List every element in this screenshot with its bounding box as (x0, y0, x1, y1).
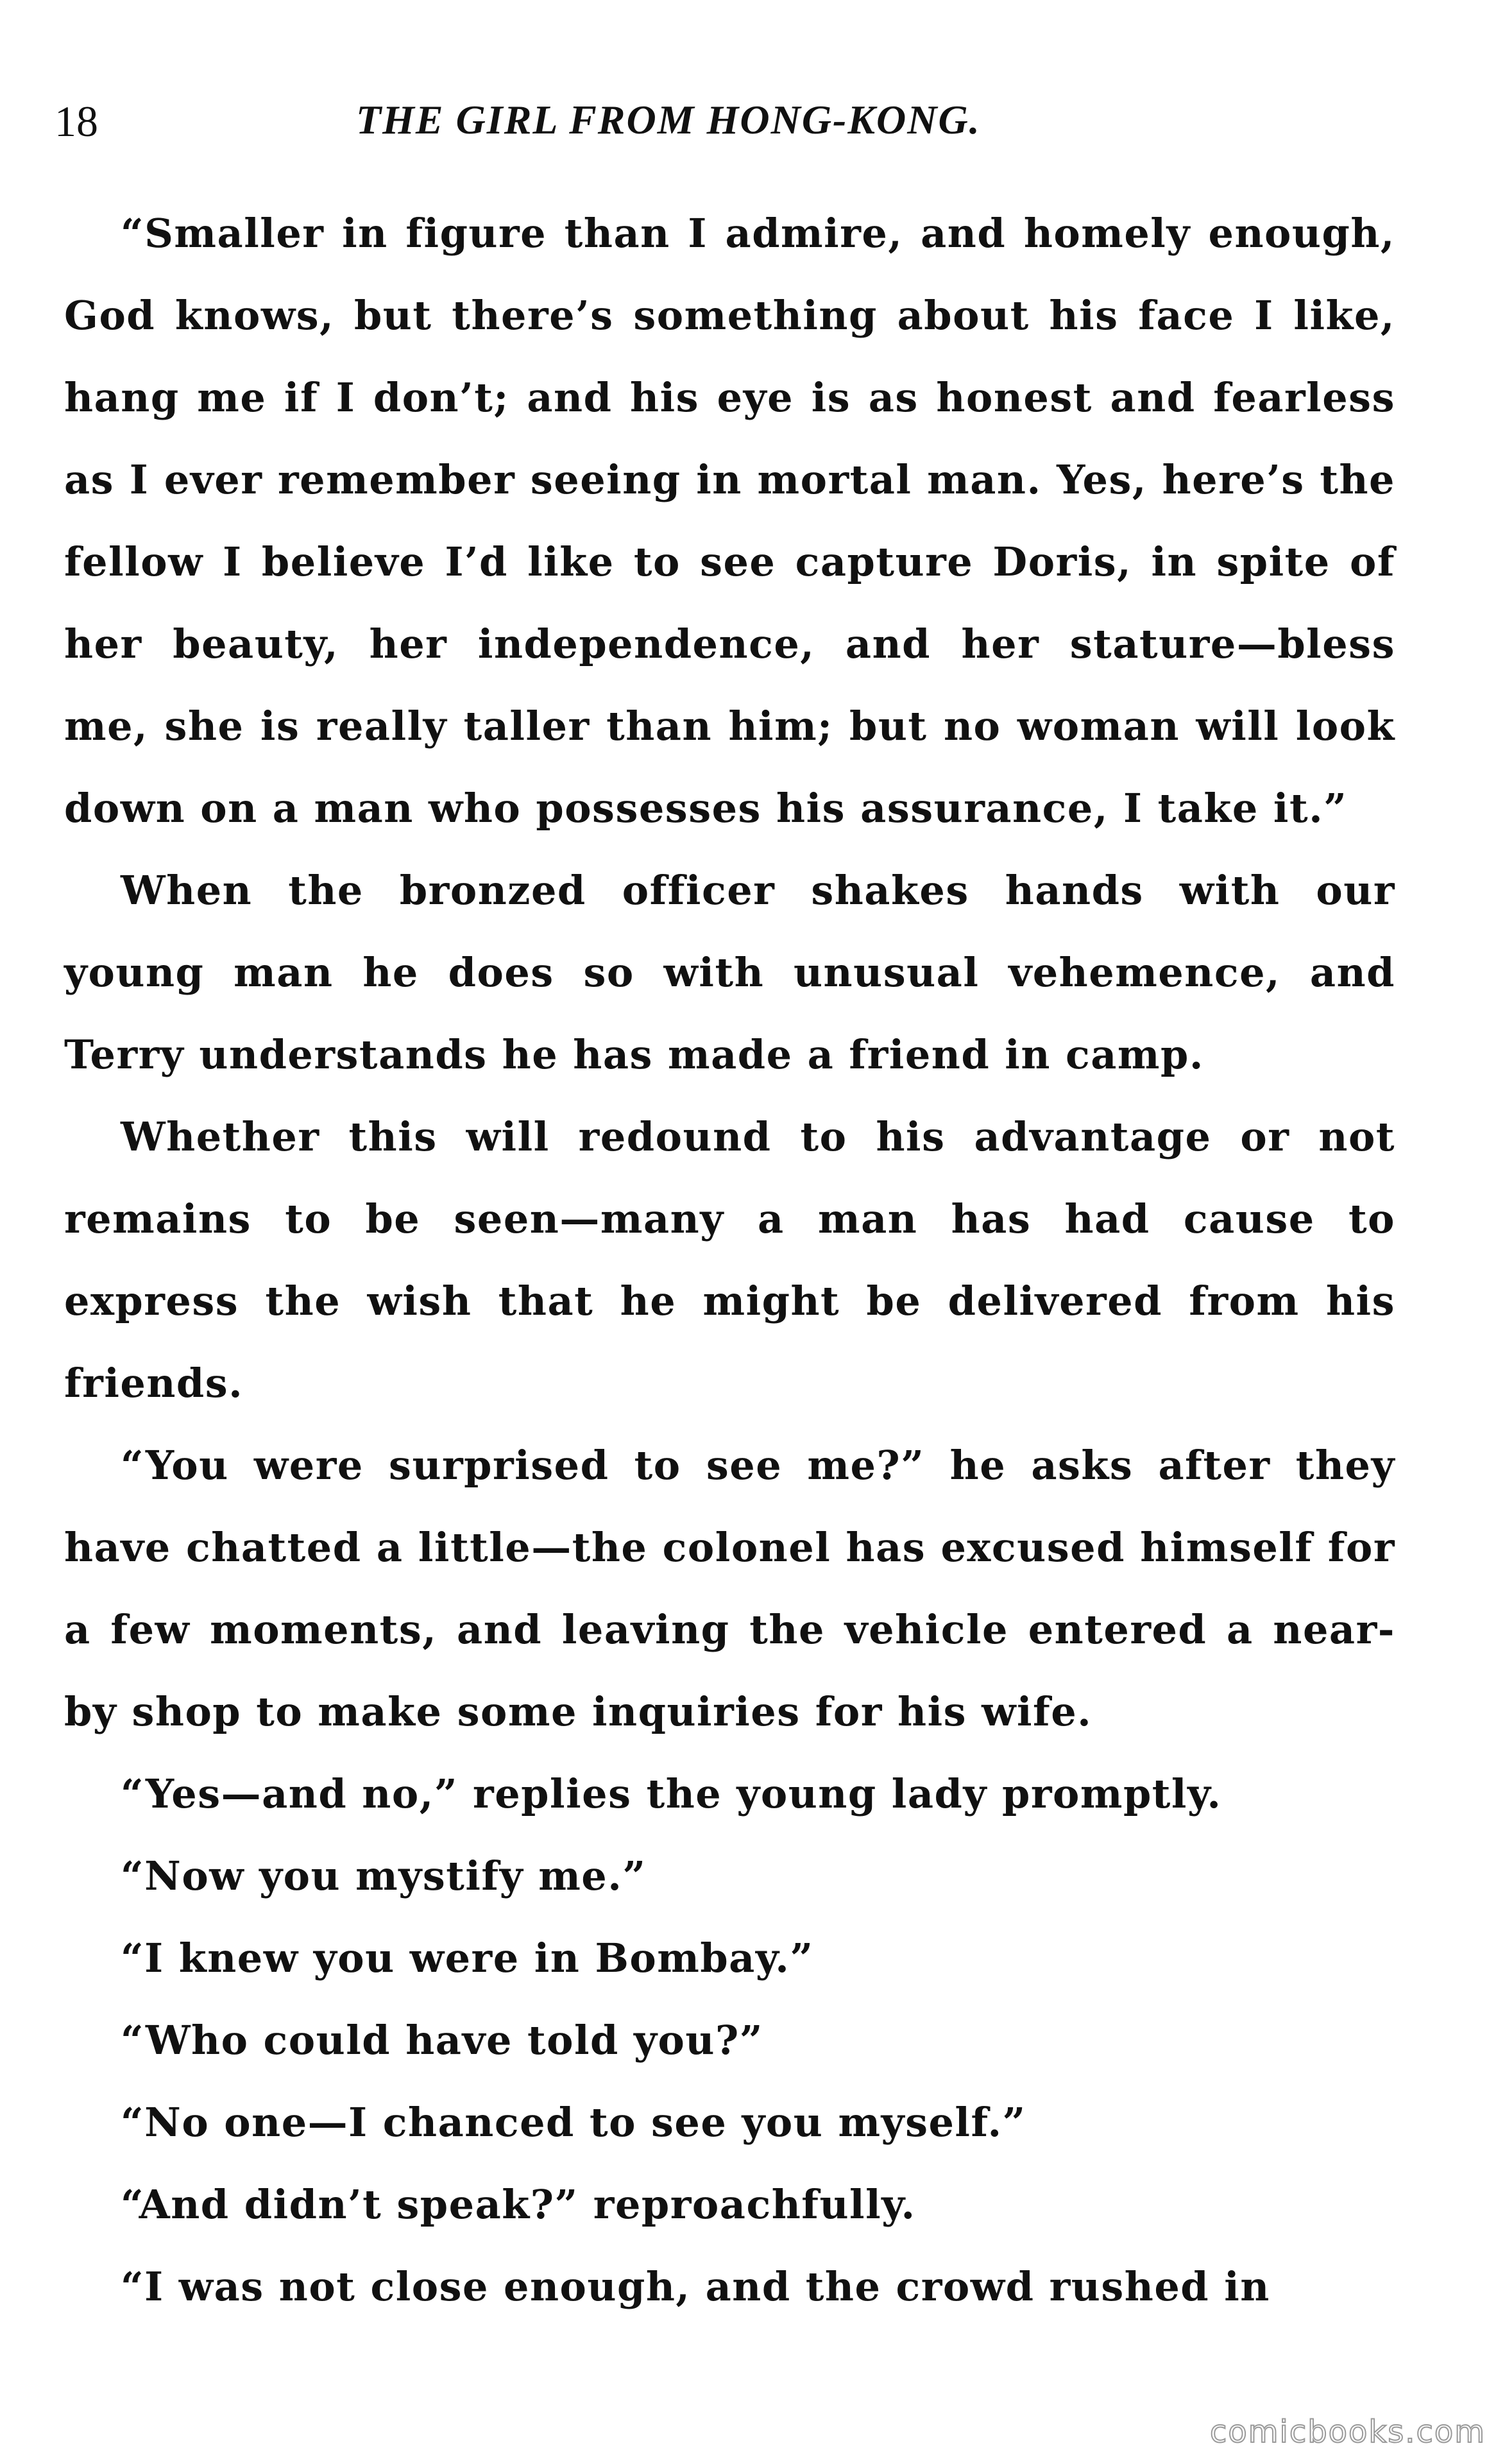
paragraph: “Who could have told you?” (121, 2017, 763, 2064)
paragraph: “Smaller in figure than I admire, and homely enough, God knows, but there’s something about his face I like, hang me if I don’t; and his eye is as honest and fearless as I ever remember seeing in mortal man. Yes, here’s the fellow I believe I’d like to see capture Doris, in spite of her beauty, her independence, and her stature—bless me, she is really taller than him; but no woman will look down on a man who possesses his assurance, I take it.” (64, 210, 1395, 832)
paragraph: When the bronzed officer shakes hands with our young man he does so with unusual vehemence, and Terry understands he has made a friend in camp. (64, 867, 1395, 1078)
paragraph: “Yes—and no,” replies the young lady promptly. (121, 1770, 1222, 1817)
page-number: 18 (55, 97, 98, 146)
page-header (55, 96, 1395, 167)
running-title: THE GIRL FROM HONG-KONG. (356, 97, 981, 142)
paragraph: “Now you mystify me.” (121, 1852, 647, 1899)
paragraph: “And didn’t speak?” reproachfully. (121, 2181, 916, 2228)
paragraph: “I knew you were in Bombay.” (121, 1935, 814, 1981)
watermark: comicbooks.com (1209, 2414, 1486, 2450)
paragraph: “You were surprised to see me?” he asks after they have chatted a little—the colonel has excused himself for a few moments, and leaving the vehicle entered a near-by shop to make some inquiries for his wife. (64, 1442, 1395, 1735)
paragraph: Whether this will redound to his advantage or not remains to be seen—many a man has had cause to express the wish that he might be delivered from his friends. (64, 1113, 1395, 1407)
body-text (64, 193, 1395, 2328)
paragraph: “No one—I chanced to see you myself.” (121, 2099, 1026, 2146)
paragraph: “I was not close enough, and the crowd rushed in (121, 2263, 1270, 2310)
